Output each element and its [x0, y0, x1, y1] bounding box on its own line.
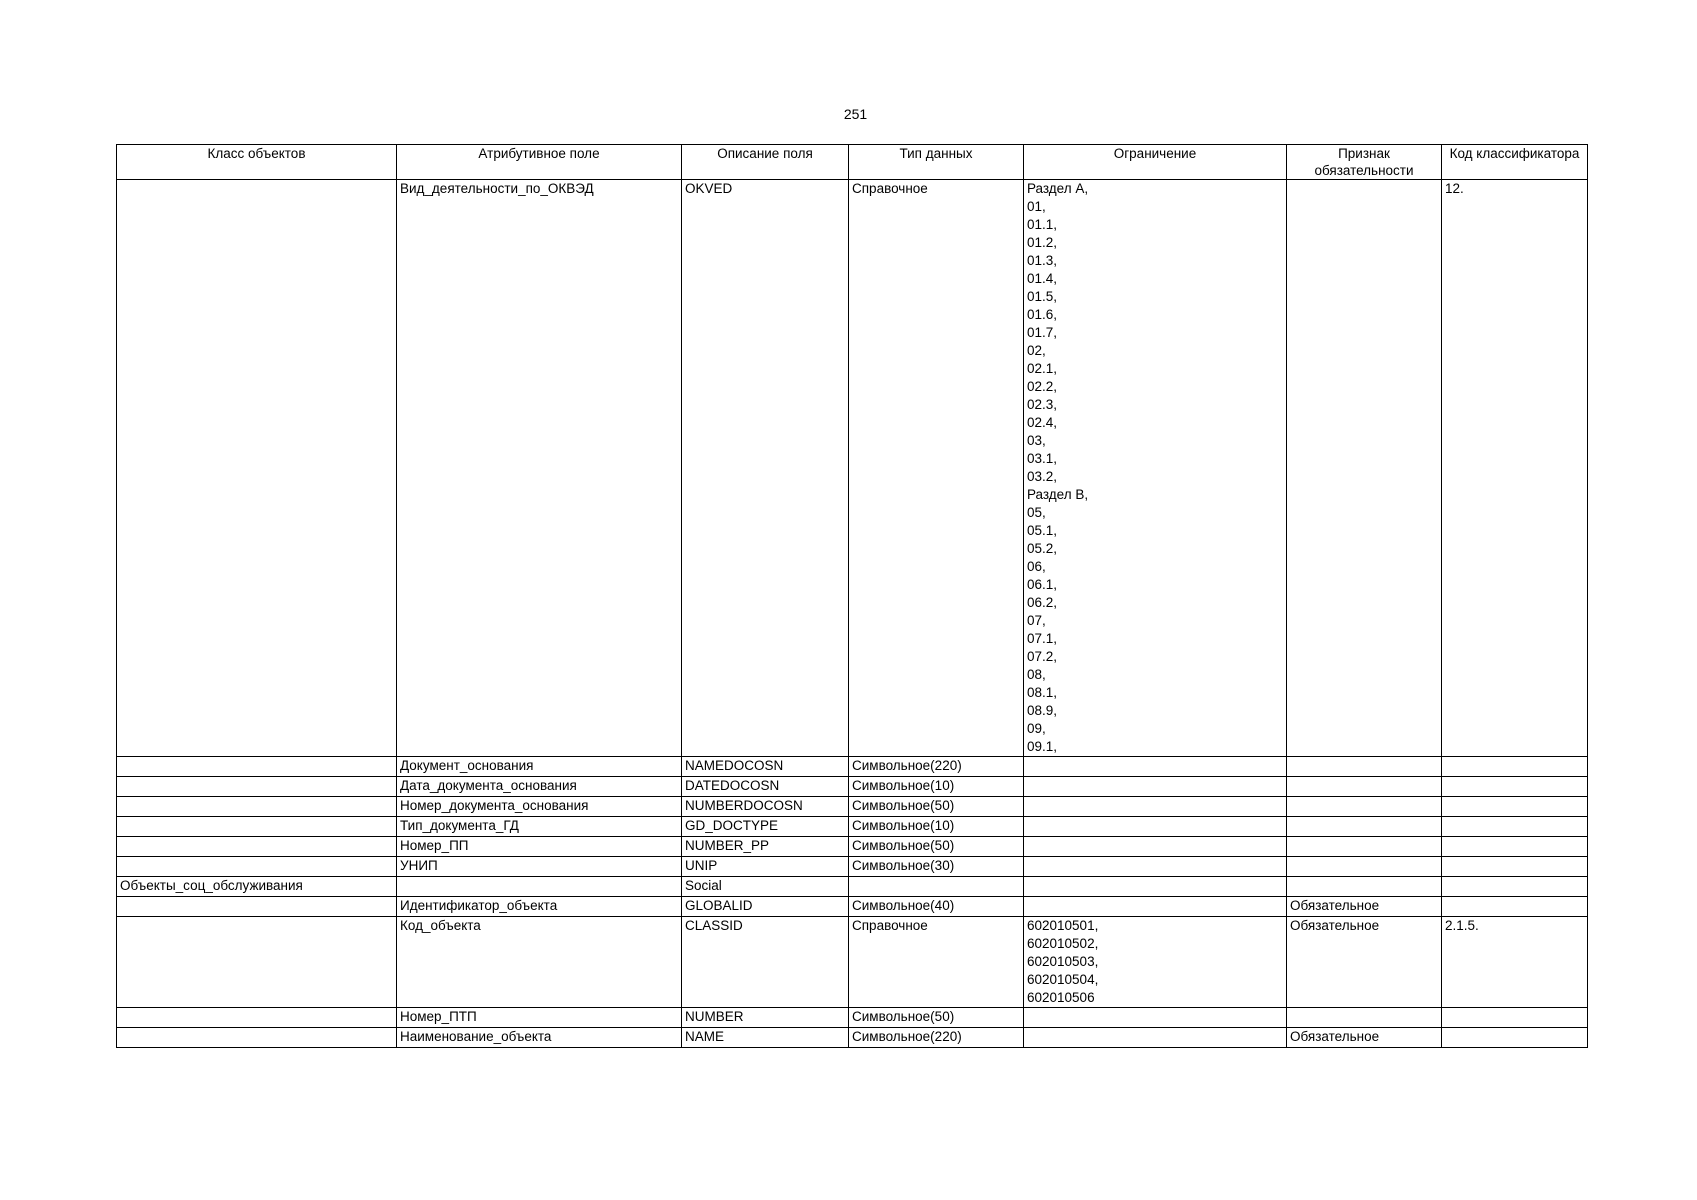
- restriction-line: 07.1,: [1027, 631, 1058, 646]
- table-row: [117, 817, 1588, 837]
- table-row: [117, 757, 1588, 777]
- table-body: [117, 180, 1588, 1048]
- table-row: [117, 877, 1588, 897]
- cell-type: Символьное(30): [849, 857, 1024, 877]
- cell-code: 12.: [1442, 180, 1588, 757]
- cell-field: Номер_ПТП: [397, 1008, 682, 1028]
- table-row: [117, 180, 1588, 757]
- cell-type: Символьное(40): [849, 897, 1024, 917]
- cell-type: Символьное(10): [849, 817, 1024, 837]
- cell-description: GD_DOCTYPE: [682, 817, 849, 837]
- cell-restriction: [1024, 757, 1287, 777]
- attribute-table: [116, 144, 1588, 1048]
- restriction-line: 602010506: [1027, 990, 1095, 1005]
- cell-class: [117, 1028, 397, 1048]
- restriction-line: 01.6,: [1027, 307, 1058, 322]
- cell-mandatory: [1287, 1008, 1442, 1028]
- cell-restriction: [1024, 897, 1287, 917]
- restriction-line: 03,: [1027, 433, 1046, 448]
- cell-type: Символьное(50): [849, 797, 1024, 817]
- cell-code: [1442, 837, 1588, 857]
- header-field: Атрибутивное поле: [397, 145, 682, 180]
- cell-description: GLOBALID: [682, 897, 849, 917]
- cell-class: Объекты_соц_обслуживания: [117, 877, 397, 897]
- cell-mandatory: Обязательное: [1287, 917, 1442, 1008]
- header-type: Тип данных: [849, 145, 1024, 180]
- cell-description: UNIP: [682, 857, 849, 877]
- cell-code: [1442, 757, 1588, 777]
- cell-mandatory: [1287, 857, 1442, 877]
- cell-class: [117, 1008, 397, 1028]
- restriction-line: 602010502,: [1027, 936, 1099, 951]
- cell-type: [849, 877, 1024, 897]
- restriction-line: 01.7,: [1027, 325, 1058, 340]
- restriction-line: 05.1,: [1027, 523, 1058, 538]
- cell-class: [117, 777, 397, 797]
- cell-field: Код_объекта: [397, 917, 682, 1008]
- cell-field: Документ_основания: [397, 757, 682, 777]
- cell-type: Символьное(10): [849, 777, 1024, 797]
- table-row: [117, 837, 1588, 857]
- restriction-line: 03.1,: [1027, 451, 1058, 466]
- cell-restriction: [1024, 917, 1287, 1008]
- cell-mandatory: Обязательное: [1287, 897, 1442, 917]
- cell-mandatory: [1287, 797, 1442, 817]
- cell-type: Символьное(50): [849, 837, 1024, 857]
- cell-mandatory: Обязательное: [1287, 1028, 1442, 1048]
- restriction-line: 01.4,: [1027, 271, 1058, 286]
- restriction-line: 06,: [1027, 559, 1046, 574]
- table-row: [117, 777, 1588, 797]
- cell-class: [117, 797, 397, 817]
- header-code: Код классификатора: [1442, 145, 1588, 180]
- cell-description: NAME: [682, 1028, 849, 1048]
- cell-restriction: [1024, 777, 1287, 797]
- cell-description: NUMBERDOCOSN: [682, 797, 849, 817]
- cell-description: NAMEDOCOSN: [682, 757, 849, 777]
- table-row: [117, 917, 1588, 1008]
- cell-mandatory: [1287, 757, 1442, 777]
- header-class: Класс объектов: [117, 145, 397, 180]
- cell-restriction: [1024, 857, 1287, 877]
- cell-class: [117, 757, 397, 777]
- restriction-line: Раздел B,: [1027, 487, 1089, 502]
- restriction-line: 03.2,: [1027, 469, 1058, 484]
- cell-class: [117, 817, 397, 837]
- cell-field: УНИП: [397, 857, 682, 877]
- cell-code: [1442, 777, 1588, 797]
- cell-field: Номер_ПП: [397, 837, 682, 857]
- restriction-line: 01.1,: [1027, 217, 1058, 232]
- cell-description: Social: [682, 877, 849, 897]
- cell-mandatory: [1287, 180, 1442, 757]
- cell-field: Вид_деятельности_по_ОКВЭД: [397, 180, 682, 757]
- cell-restriction: [1024, 877, 1287, 897]
- cell-code: [1442, 1028, 1588, 1048]
- table-row: [117, 1028, 1588, 1048]
- cell-type: Справочное: [849, 180, 1024, 757]
- restriction-line: Раздел A,: [1027, 181, 1089, 196]
- cell-type: Справочное: [849, 917, 1024, 1008]
- cell-class: [117, 917, 397, 1008]
- cell-mandatory: [1287, 777, 1442, 797]
- cell-mandatory: [1287, 837, 1442, 857]
- cell-restriction: [1024, 1028, 1287, 1048]
- table-row: [117, 857, 1588, 877]
- cell-type: Символьное(50): [849, 1008, 1024, 1028]
- table-row: [117, 897, 1588, 917]
- cell-code: [1442, 1008, 1588, 1028]
- restriction-line: 602010503,: [1027, 954, 1099, 969]
- table-header-row: [117, 145, 1588, 180]
- header-restriction: Ограничение: [1024, 145, 1287, 180]
- cell-description: NUMBER: [682, 1008, 849, 1028]
- restriction-line: 08.9,: [1027, 703, 1058, 718]
- cell-description: CLASSID: [682, 917, 849, 1008]
- restriction-line: 602010504,: [1027, 972, 1099, 987]
- cell-class: [117, 180, 397, 757]
- restriction-line: 06.2,: [1027, 595, 1058, 610]
- cell-field: Тип_документа_ГД: [397, 817, 682, 837]
- restriction-line: 06.1,: [1027, 577, 1058, 592]
- restriction-line: 08,: [1027, 667, 1046, 682]
- header-mandatory: Признак обязательности: [1287, 145, 1442, 180]
- cell-field: Номер_документа_основания: [397, 797, 682, 817]
- restriction-line: 01,: [1027, 199, 1046, 214]
- cell-class: [117, 857, 397, 877]
- table-row: [117, 1008, 1588, 1028]
- cell-type: Символьное(220): [849, 757, 1024, 777]
- page-number: 251: [843, 106, 868, 122]
- cell-code: [1442, 897, 1588, 917]
- restriction-line: 07,: [1027, 613, 1046, 628]
- restriction-line: 01.3,: [1027, 253, 1058, 268]
- cell-description: OKVED: [682, 180, 849, 757]
- restriction-line: 01.2,: [1027, 235, 1058, 250]
- restriction-line: 09.1,: [1027, 739, 1058, 754]
- cell-code: [1442, 817, 1588, 837]
- cell-field: [397, 877, 682, 897]
- cell-field: Идентификатор_объекта: [397, 897, 682, 917]
- cell-restriction: [1024, 1008, 1287, 1028]
- restriction-line: 09,: [1027, 721, 1046, 736]
- cell-class: [117, 897, 397, 917]
- cell-mandatory: [1287, 877, 1442, 897]
- cell-code: 2.1.5.: [1442, 917, 1588, 1008]
- restriction-line: 02.1,: [1027, 361, 1058, 376]
- header-description: Описание поля: [682, 145, 849, 180]
- restriction-line: 02.4,: [1027, 415, 1058, 430]
- cell-restriction: [1024, 180, 1287, 757]
- cell-description: NUMBER_PP: [682, 837, 849, 857]
- restriction-line: 602010501,: [1027, 918, 1099, 933]
- cell-restriction: [1024, 837, 1287, 857]
- restriction-line: 02.2,: [1027, 379, 1058, 394]
- restriction-line: 05.2,: [1027, 541, 1058, 556]
- cell-restriction: [1024, 817, 1287, 837]
- restriction-line: 02.3,: [1027, 397, 1058, 412]
- restriction-line: 05,: [1027, 505, 1046, 520]
- cell-restriction: [1024, 797, 1287, 817]
- cell-description: DATEDOCOSN: [682, 777, 849, 797]
- cell-code: [1442, 857, 1588, 877]
- cell-field: Наименование_объекта: [397, 1028, 682, 1048]
- restriction-line: 08.1,: [1027, 685, 1058, 700]
- cell-code: [1442, 797, 1588, 817]
- table-row: [117, 797, 1588, 817]
- cell-mandatory: [1287, 817, 1442, 837]
- cell-class: [117, 837, 397, 857]
- cell-type: Символьное(220): [849, 1028, 1024, 1048]
- cell-field: Дата_документа_основания: [397, 777, 682, 797]
- restriction-line: 07.2,: [1027, 649, 1058, 664]
- restriction-line: 02,: [1027, 343, 1046, 358]
- cell-code: [1442, 877, 1588, 897]
- restriction-line: 01.5,: [1027, 289, 1058, 304]
